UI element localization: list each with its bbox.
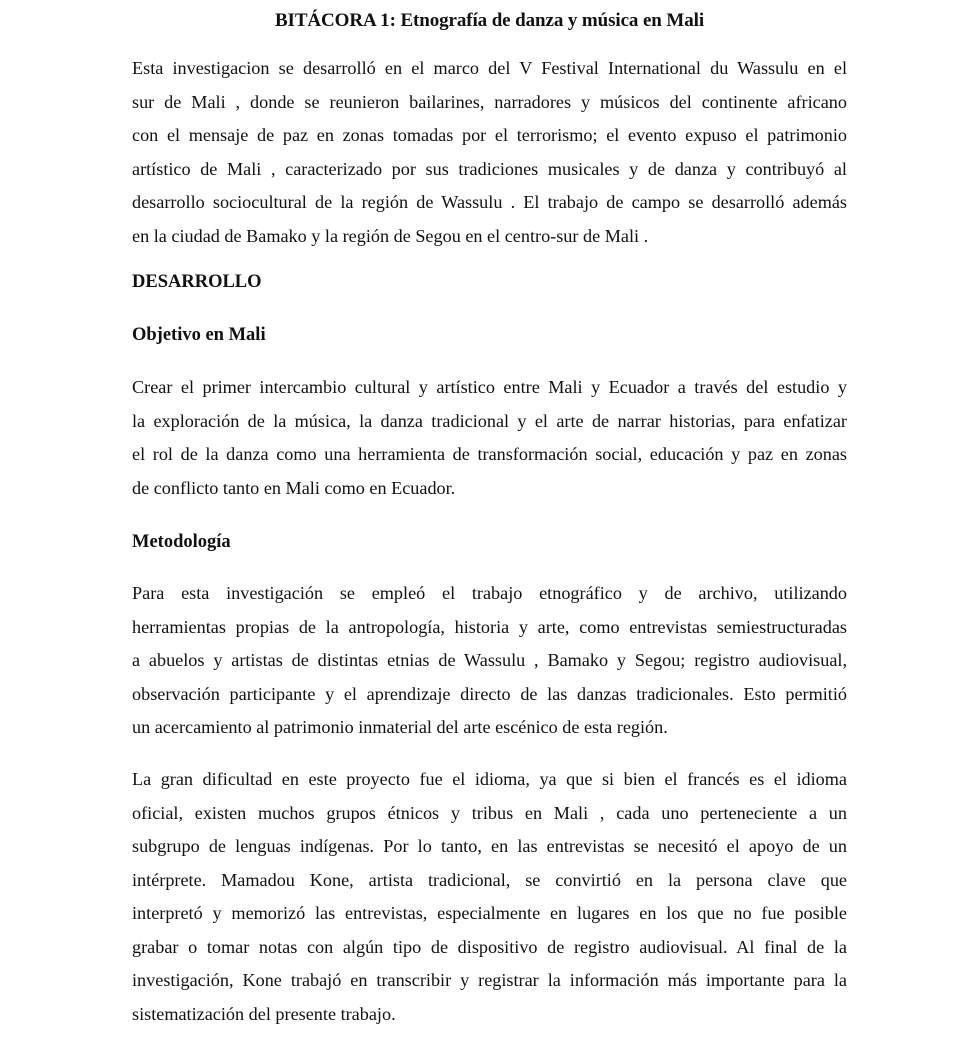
methodology-paragraph-1 <box>132 577 847 745</box>
text-line: sur de Mali , donde se reunieron bailarines, narradores y músicos del continente africano <box>132 91 847 112</box>
objective-paragraph <box>132 371 847 505</box>
text-line: desarrollo sociocultural de la región de Wassulu . El trabajo de campo se desarrolló además <box>132 192 847 212</box>
text-line: Crear el primer intercambio cultural y artístico entre Mali y Ecuador a través del estudio y <box>132 377 847 397</box>
methodology-paragraph-2 <box>132 763 847 1031</box>
subheading-metodologia: Metodología <box>132 532 231 552</box>
text-line: intérprete. Mamadou Kone, artista tradicional, se convirtió en la persona clave que <box>132 869 847 890</box>
text-line: subgrupo de lenguas indígenas. Por lo tanto, en las entrevistas se necesitó el apoyo de un <box>132 836 847 856</box>
text-line: de conflicto tanto en Mali como en Ecuador. <box>132 477 456 498</box>
subheading-objetivo: Objetivo en Mali <box>132 325 266 345</box>
text-line: el rol de la danza como una herramienta de transformación social, educación y paz en zonas <box>132 444 847 464</box>
text-line: la exploración de la música, la danza tradicional y el arte de narrar historias, para enfatizar <box>132 410 847 431</box>
text-line: La gran dificultad en este proyecto fue el idioma, ya que si bien el francés es el idioma <box>132 769 847 789</box>
text-line: un acercamiento al patrimonio inmaterial del arte escénico de esta región. <box>132 717 668 737</box>
text-line: artístico de Mali , caracterizado por sus tradiciones musicales y de danza y contribuyó al <box>132 158 847 179</box>
text-line: observación participante y el aprendizaje directo de las danzas tradicionales. Esto permitió <box>132 683 847 704</box>
text-line: sistematización del presente trabajo. <box>132 1003 396 1024</box>
section-heading-desarrollo: DESARROLLO <box>132 272 262 292</box>
text-line: con el mensaje de paz en zonas tomadas por el terrorismo; el evento expuso el patrimonio <box>132 125 847 145</box>
text-line: interpretó y memorizó las entrevistas, especialmente en lugares en los que no fue posible <box>132 903 847 923</box>
text-line: en la ciudad de Bamako y la región de Segou en el centro-sur de Mali . <box>132 225 649 246</box>
intro-paragraph <box>132 52 847 253</box>
text-line: investigación, Kone trabajó en transcribir y registrar la información más importante para la <box>132 970 847 990</box>
text-line: oficial, existen muchos grupos étnicos y tribus en Mali , cada uno perteneciente a un <box>132 802 847 823</box>
document-title: BITÁCORA 1: Etnografía de danza y música en Mali <box>274 10 705 31</box>
text-line: Esta investigacion se desarrolló en el marco del V Festival International du Wassulu en el <box>132 58 847 78</box>
text-line: a abuelos y artistas de distintas etnias de Wassulu , Bamako y Segou; registro audiovisual, <box>132 650 847 670</box>
text-line: herramientas propias de la antropología, historia y arte, como entrevistas semiestructuradas <box>132 616 847 637</box>
text-line: grabar o tomar notas con algún tipo de dispositivo de registro audiovisual. Al final de la <box>132 936 847 957</box>
text-line: Para esta investigación se empleó el trabajo etnográfico y de archivo, utilizando <box>132 583 847 603</box>
